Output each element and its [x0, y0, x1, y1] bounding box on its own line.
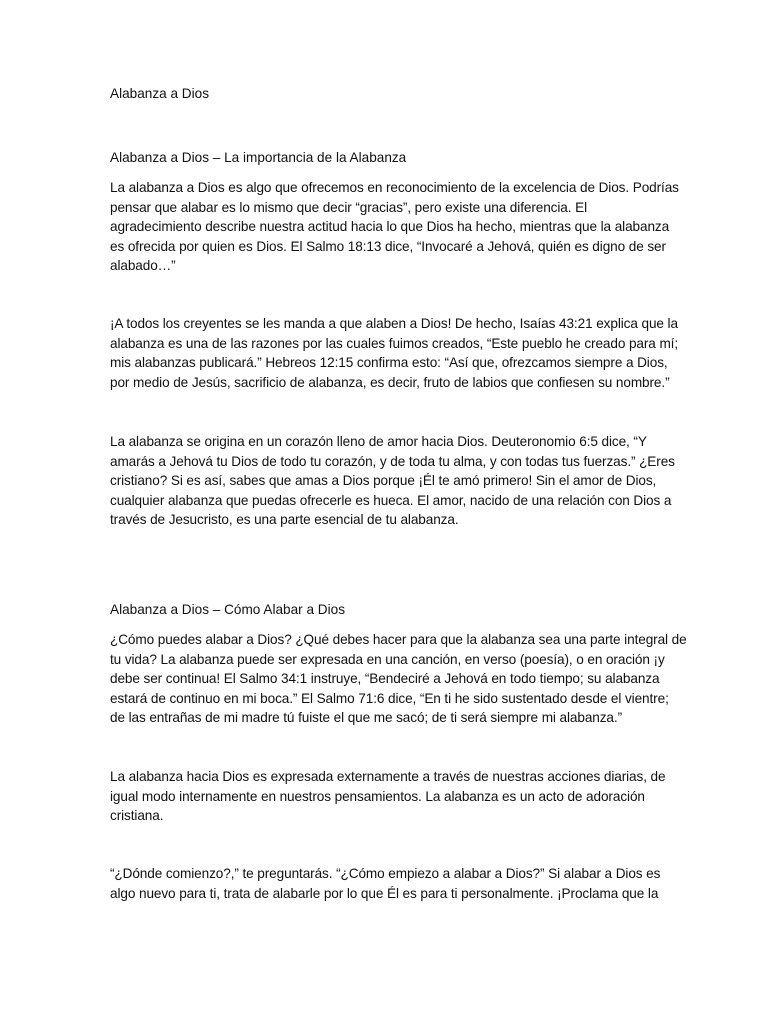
paragraph-line: mis alabanzas publicará.” Hebreos 12:15 confirma esto: “Así que, ofrezcamos siempre a Dios, — [110, 355, 668, 370]
paragraph-line: La alabanza a Dios es algo que ofrecemos en reconocimiento de la excelencia de Dios. Podrías — [110, 180, 679, 195]
paragraph-believers — [110, 314, 679, 392]
paragraph-line: alabanza es una de las razones por las cuales fuimos creados, “Este pueblo he creado para mí; — [110, 335, 679, 351]
paragraph-line: amarás a Jehová tu Dios de todo tu corazón, y de toda tu alma, y con todas tus fuerzas.” ¿Eres — [110, 453, 675, 469]
paragraph-line: algo nuevo para ti, trata de alabarle por lo que Él es para ti personalmente. ¡Proclama que la — [110, 885, 659, 901]
paragraph-line: es ofrecida por quien es Dios. El Salmo 18:13 dice, “Invocaré a Jehová, quién es digno de ser — [110, 238, 666, 254]
section-heading-importance: Alabanza a Dios – La importancia de la Alabanza — [110, 150, 407, 165]
paragraph-expression — [110, 767, 665, 826]
paragraph-how — [110, 630, 687, 728]
paragraph-line: La alabanza se origina en un corazón lleno de amor hacia Dios. Deuteronomio 6:5 dice, “Y — [110, 434, 647, 449]
paragraph-line: igual modo internamente en nuestros pensamientos. La alabanza es un acto de adoración — [110, 788, 645, 804]
paragraph-line: debe ser continua! El Salmo 34:1 instruye, “Bendeciré a Jehová en todo tiempo; su alabanza — [110, 671, 660, 686]
paragraph-intro — [110, 178, 679, 276]
paragraph-line: “¿Dónde comienzo?,” te preguntarás. “¿Cómo empiezo a alabar a Dios?” Si alabar a Dios es — [110, 866, 661, 881]
paragraph-line: pensar que alabar es lo mismo que decir “gracias”, pero existe una diferencia. El — [110, 199, 587, 215]
paragraph-line: cualquier alabanza que puedas ofrecerle es hueca. El amor, nacido de una relación con Dios a — [110, 492, 672, 508]
paragraph-line: través de Jesucristo, es una parte esencial de tu alabanza. — [110, 512, 459, 527]
paragraph-line: La alabanza hacia Dios es expresada externamente a través de nuestras acciones diarias, de — [110, 769, 666, 784]
paragraph-line: ¿Cómo puedes alabar a Dios? ¿Qué debes hacer para que la alabanza sea una parte integral de — [110, 632, 687, 647]
paragraph-line: ¡A todos los creyentes se les manda a que alaben a Dios! De hecho, Isaías 43:21 explica que la — [110, 316, 678, 331]
paragraph-line: cristiano? Si es así, sabes que amas a Dios porque ¡Él te amó primero! Sin el amor de Dios, — [110, 473, 657, 488]
document-title: Alabanza a Dios — [110, 86, 209, 101]
paragraph-love — [110, 432, 675, 530]
paragraph-line: por medio de Jesús, sacrificio de alabanza, es decir, fruto de labios que confiesen su nombre.” — [110, 374, 670, 390]
paragraph-line: agradecimiento describe nuestra actitud hacia lo que Dios ha hecho, mientras que la alabanza — [110, 219, 670, 234]
paragraph-line: cristiana. — [110, 808, 164, 823]
paragraph-line: estará de continuo en mi boca.” El Salmo 71:6 dice, “En ti he sido sustentado desde el vientre; — [110, 690, 669, 706]
paragraph-line: alabado…” — [110, 258, 176, 273]
section-heading-how: Alabanza a Dios – Cómo Alabar a Dios — [110, 602, 345, 617]
paragraph-line: de las entrañas de mi madre tú fuiste el que me sacó; de ti será siempre mi alabanza.” — [110, 710, 622, 725]
paragraph-line: tu vida? La alabanza puede ser expresada en una canción, en verso (poesía), o en oración ¡y — [110, 651, 665, 667]
paragraph-start — [110, 864, 665, 903]
